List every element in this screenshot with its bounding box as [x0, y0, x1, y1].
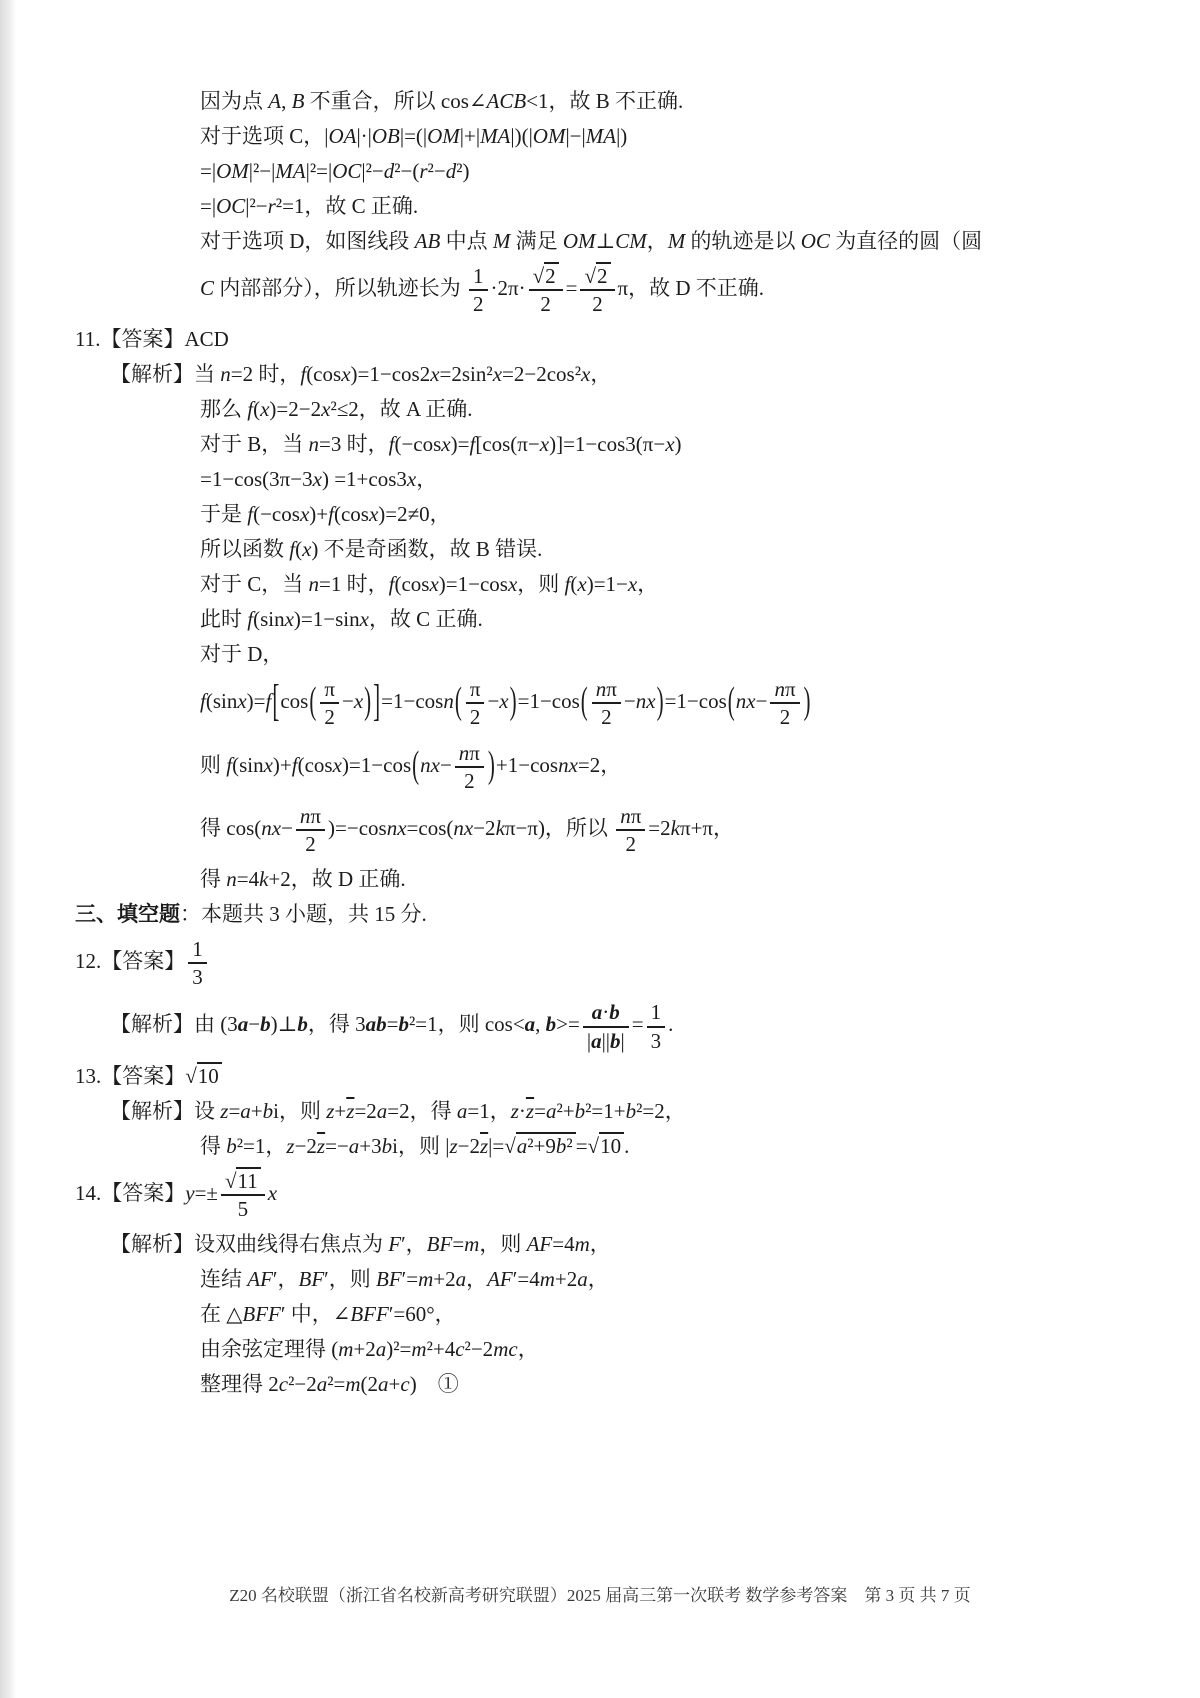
math-bold-italic: b: [545, 1012, 557, 1037]
math-bold-italic: a: [365, 1012, 377, 1037]
math-italic: n: [420, 752, 431, 777]
math-italic: BFF: [350, 1301, 389, 1326]
math-italic: f: [247, 607, 254, 632]
doc-line: 11.【答案】ACD: [75, 327, 229, 352]
math-italic: b: [381, 1133, 393, 1158]
footer-text: Z20 名校联盟（浙江省名校新高考研究联盟）2025 届高三第一次联考 数学参考答案 第 3 页 共 7 页: [229, 1586, 971, 1605]
math-italic: m: [539, 1266, 555, 1291]
radical-sign: √: [532, 264, 545, 288]
math-italic: B: [291, 89, 305, 113]
math-italic: z: [220, 1098, 229, 1123]
math-italic: x: [271, 815, 282, 840]
math-bold-italic: a: [524, 1012, 536, 1037]
fraction-numerator: π: [466, 677, 485, 704]
radical-sign: √: [587, 1133, 600, 1158]
math-bold-italic: b: [297, 1012, 308, 1037]
math-italic: n: [458, 740, 470, 765]
math-italic: x: [430, 752, 440, 777]
math-italic: x: [368, 502, 379, 527]
doc-line: 连结 AF′，BF′，则 BF′=m+2a，AF′=4m+2a，: [200, 1266, 609, 1291]
doc-line: 12.【答案】 $\frac{1}{3}$: [75, 935, 1160, 991]
math-italic: x: [665, 432, 675, 457]
delimited-content: nx− $\frac{n\pi}{2}$: [420, 753, 487, 777]
math-italic: a: [240, 1098, 251, 1123]
math-italic: F: [388, 1231, 402, 1256]
radicand: 2: [544, 262, 559, 288]
math-italic: f: [388, 572, 395, 597]
math-italic: x: [568, 752, 578, 777]
fraction-denominator: 2: [540, 292, 551, 317]
fraction-denominator: 2: [601, 705, 612, 730]
math-italic: m: [418, 1266, 434, 1291]
doc-line: 得 b²=1，$z-2\overline{z}=-a+3bi$，则 $|z-2\overline{z}|=√a^2+9b^2 =√10$ .: [200, 1133, 630, 1158]
doc-line: 对于 C，当 n=1 时，f(cosx)=1−cosx，则 f(x)=1−x，: [200, 572, 659, 597]
radicand: 11: [236, 1167, 260, 1193]
open-delimiter: (: [412, 742, 420, 786]
doc-line: 对于选项 D，如图线段 AB 中点 M 满足 OM⊥CM，M 的轨迹是以 OC 为直径的圆（圆: [200, 229, 983, 253]
fraction-numerator: 1: [188, 937, 207, 964]
math-italic: x: [463, 815, 474, 840]
math-italic: a: [316, 1371, 328, 1396]
fraction-denominator: |a||b|: [586, 1028, 625, 1053]
math-italic: ACB: [486, 89, 527, 113]
math-italic: d: [383, 159, 395, 183]
fraction-denominator: 2: [469, 705, 481, 730]
math-italic: OM: [216, 159, 249, 183]
math-italic: z: [326, 1098, 335, 1123]
math-italic: BF: [376, 1266, 402, 1291]
math-italic: x: [430, 362, 440, 387]
doc-line: 由余弦定理得 (m+2a)²=m²+4c²−2mc，: [200, 1336, 539, 1361]
delimited-content: nx− $\frac{n\pi}{2}$: [736, 689, 803, 713]
math-italic: OA: [328, 124, 357, 148]
fraction-numerator: a·b: [583, 1000, 629, 1027]
math-italic: n: [774, 677, 785, 702]
math-fraction: [580, 264, 614, 316]
delimited-content: $\frac{\pi}{2}$ −x: [463, 689, 509, 713]
fraction-numerator: nπ: [296, 804, 325, 831]
radicand: 10: [197, 1062, 222, 1088]
fraction-numerator: π: [320, 677, 339, 704]
math-italic: x: [492, 362, 503, 387]
math-italic: a: [577, 1266, 588, 1291]
math-italic: f: [469, 432, 476, 457]
doc-line: =|OM|²−|MA|²=|OC|²−d²−(r²−d²): [200, 159, 470, 183]
math-bold-italic: a: [237, 1012, 249, 1037]
math-italic: x: [627, 572, 638, 597]
math-fraction: [469, 264, 488, 316]
math-radical: [185, 1062, 222, 1090]
math-bold-italic: b: [260, 1012, 271, 1037]
doc-line: 于是 f(−cosx)+f(cosx)=2≠0，: [200, 502, 451, 527]
math-conjugate-bar: $\overline{z}$: [316, 1133, 326, 1158]
math-fraction: [770, 677, 799, 729]
math-italic: f: [289, 537, 296, 562]
math-italic: f: [328, 502, 334, 527]
math-italic: n: [386, 815, 398, 840]
scan-edge: [0, 0, 16, 1698]
math-radical: [225, 1169, 261, 1193]
math-bold-italic: a: [591, 1000, 603, 1025]
math-fraction: [188, 937, 207, 989]
math-italic: n: [308, 432, 320, 457]
doc-line: 14.【答案】y=± $\frac{√11}{5}$ x: [75, 1168, 278, 1221]
math-italic: n: [226, 867, 237, 892]
radical-sign: √: [224, 1168, 237, 1193]
math-italic: b: [226, 1133, 237, 1158]
math-italic: OB: [371, 124, 400, 148]
big-parentheses: [454, 677, 518, 730]
close-delimiter: ): [803, 679, 811, 723]
fraction-denominator: 2: [324, 705, 335, 730]
open-delimiter: (: [454, 679, 462, 723]
math-fraction: [583, 1000, 629, 1052]
math-italic: x: [284, 607, 294, 632]
fraction-numerator: 1: [469, 264, 488, 291]
math-conjugate-bar: $\overline{z}$: [525, 1098, 535, 1123]
math-italic: r: [267, 194, 276, 218]
math-italic: OC: [332, 159, 362, 183]
math-italic: b: [262, 1098, 274, 1123]
fraction-denominator: 2: [592, 292, 603, 317]
math-conjugate-bar: $\overline{z}$: [346, 1098, 355, 1123]
open-delimiter: (: [580, 679, 588, 723]
math-italic: M: [492, 229, 511, 253]
math-italic: x: [341, 362, 351, 387]
math-italic: OM: [427, 124, 460, 148]
math-italic: n: [261, 815, 272, 840]
math-italic: c: [400, 1371, 410, 1396]
fraction-numerator: [580, 264, 614, 291]
math-italic: OM: [532, 124, 566, 148]
math-italic: x: [237, 689, 247, 714]
fraction-numerator: nπ: [455, 741, 484, 768]
doc-line: 整理得 2c²−2a²=m(2a+c) ①: [200, 1371, 459, 1396]
math-italic: f: [247, 502, 254, 527]
math-italic: a: [455, 1266, 467, 1291]
math-italic: m: [345, 1371, 361, 1396]
fraction-numerator: [221, 1169, 265, 1196]
math-italic: OC: [216, 194, 246, 218]
math-radical: [533, 264, 559, 288]
math-italic: a: [348, 1133, 360, 1158]
math-italic: f: [247, 397, 254, 422]
math-italic: c: [455, 1336, 465, 1361]
math-italic: x: [312, 467, 322, 492]
math-italic: n: [558, 752, 569, 777]
math-italic: OC: [800, 229, 830, 253]
doc-line: 【解析】由 (3a−b)⊥b，得 3ab=b²=1，则 cos<a, b>= $\frac{a\cdot b}{|a||b|}$ = $\frac{1}{3}$ .: [110, 1000, 674, 1053]
math-italic: m: [411, 1336, 427, 1361]
math-fraction: [592, 677, 621, 729]
math-italic: f: [226, 752, 233, 777]
math-italic: a: [376, 1098, 388, 1123]
math-italic: x: [507, 572, 518, 597]
delimited-content: $\frac{n\pi}{2}$ −nx: [589, 689, 656, 713]
doc-line: 在 △BFF′ 中，∠BFF′=60°，: [200, 1301, 456, 1326]
fraction-denominator: 5: [237, 1196, 249, 1221]
delimited-content: cos( $\frac{\pi}{2}$ −x): [280, 677, 372, 730]
fraction-denominator: 3: [650, 1028, 662, 1053]
big-brackets: [271, 675, 381, 730]
math-italic: AB: [414, 229, 441, 253]
doc-line: =|OC|²−r²=1，故 C 正确.: [200, 194, 419, 218]
math-italic: MA: [480, 124, 511, 148]
math-italic: BFF: [242, 1301, 281, 1326]
doc-line: 此时 f(sinx)=1−sinx，故 C 正确.: [200, 607, 483, 632]
math-italic: x: [353, 689, 364, 714]
math-bold-italic: b: [610, 1028, 621, 1053]
radical-sign: √: [504, 1133, 516, 1158]
math-italic: n: [220, 362, 231, 387]
doc-line: 对于选项 C，|OA|·|OB|=(|OM|+|MA|)(|OM|−|MA|): [200, 124, 628, 148]
radicand: a²+9b²: [516, 1132, 576, 1158]
math-italic: b: [574, 1098, 586, 1123]
math-italic: f: [388, 432, 395, 457]
math-fraction: [296, 804, 325, 856]
doc-line: 对于 B，当 n=3 时，f(−cosx)=f[cos(π−x)]=1−cos3(π−x): [200, 432, 682, 457]
math-italic: MA: [275, 159, 306, 183]
math-italic: n: [453, 815, 464, 840]
answer-content: [75, 80, 1160, 1405]
doc-line: 13.【答案】√10: [75, 1062, 1160, 1090]
math-italic: f: [265, 689, 272, 714]
close-delimiter: ): [656, 679, 664, 723]
math-italic: m: [464, 1231, 480, 1256]
math-italic: OM: [562, 229, 596, 253]
math-italic: AF: [487, 1266, 513, 1291]
math-bold-italic: a: [591, 1028, 602, 1053]
fraction-numerator: [529, 264, 563, 291]
math-italic: y: [185, 1180, 195, 1205]
math-fraction: [647, 1000, 666, 1052]
doc-line: 则 f(sinx)+f(cosx)=1−cos(nx− $\frac{n\pi}{2}$ )+1−cosnx=2，: [200, 740, 622, 793]
math-italic: a: [375, 1336, 387, 1361]
doc-line: 得 n=4k+2，故 D 正确.: [200, 867, 406, 892]
math-fraction: [466, 677, 485, 729]
fraction-denominator: 2: [473, 292, 484, 317]
doc-line: 得 cos(nx− $\frac{n\pi}{2}$ )=−cosnx=cos(nx−2kπ−π)，所以 $\frac{n\pi}{2}$ =2kπ+π，: [200, 803, 735, 856]
doc-line: 【解析】设 z=a+bi，则 $z+\overline{z}=2a=2$，得 a=1，$z\cdot\overline{z}=a^2+b^2=1+b^2=2$，: [110, 1098, 686, 1123]
doc-line: 所以函数 f(x) 不是奇函数，故 B 错误.: [200, 537, 543, 562]
math-italic: d: [445, 159, 457, 183]
math-fraction: [455, 741, 484, 793]
math-italic: k: [259, 867, 269, 892]
math-italic: x: [321, 397, 331, 422]
fraction-denominator: 2: [779, 705, 791, 730]
math-italic: x: [441, 432, 451, 457]
math-italic: z: [510, 1098, 519, 1123]
math-italic: n: [299, 803, 311, 828]
math-italic: n: [595, 677, 607, 702]
math-italic: k: [495, 815, 505, 840]
radicand: 10: [599, 1132, 624, 1158]
fraction-denominator: 2: [464, 768, 475, 793]
math-italic: MA: [585, 124, 617, 148]
math-italic: a: [456, 1098, 468, 1123]
fraction-numerator: 1: [647, 1000, 666, 1027]
math-italic: n: [620, 803, 631, 828]
math-italic: A: [268, 89, 282, 113]
radical-sign: √: [584, 264, 597, 288]
math-italic: BF: [298, 1266, 325, 1291]
math-italic: x: [332, 752, 342, 777]
math-italic: n: [735, 689, 747, 714]
doc-line: 那么 f(x)=2−2x²≤2，故 A 正确.: [200, 397, 473, 422]
bold-text: 三、填空题: [75, 902, 180, 927]
doc-line: C 内部部分），所以轨迹长为 $\frac{1}{2}$ ·2π· $\frac{√2}{2}$ = $\frac{√2}{2}$ π，故 D 不正确.: [200, 264, 765, 317]
close-delimiter: ]: [373, 675, 381, 726]
math-italic: x: [260, 397, 270, 422]
math-italic: x: [267, 1180, 278, 1205]
math-italic: x: [299, 502, 310, 527]
math-italic: f: [200, 689, 206, 714]
close-delimiter: ): [487, 742, 495, 786]
doc-line: f(sinx)=f[cos( $\frac{\pi}{2}$ −x)]=1−cosn( $\frac{\pi}{2}$ −x)=1−cos( $\frac{n\pi}{2}$ −nx)=1−cos(nx− $\frac{n\pi}{2}$ ): [75, 675, 1160, 731]
math-italic: z: [449, 1133, 458, 1158]
math-italic: x: [429, 572, 439, 597]
doc-line: 【解析】设双曲线得右焦点为 F′，BF=m，则 AF=4m，: [110, 1231, 611, 1256]
open-delimiter: (: [727, 679, 735, 723]
math-radical: [504, 1132, 575, 1160]
page-footer: [0, 1581, 1200, 1606]
math-italic: n: [443, 689, 454, 714]
math-italic: f: [291, 752, 298, 777]
math-italic: x: [263, 752, 273, 777]
fraction-numerator: nπ: [616, 804, 645, 831]
math-italic: BF: [426, 1231, 453, 1256]
math-italic: x: [499, 689, 509, 714]
fraction-denominator: 2: [305, 831, 316, 856]
math-italic: m: [574, 1231, 590, 1256]
math-italic: b: [555, 1133, 567, 1158]
math-italic: x: [746, 689, 756, 714]
math-radical: [584, 264, 610, 288]
math-italic: n: [308, 572, 320, 597]
doc-line: 对于 D，: [200, 642, 284, 667]
math-italic: x: [646, 689, 656, 714]
math-italic: z: [286, 1133, 295, 1158]
math-italic: a: [545, 1098, 557, 1123]
math-fraction: [616, 804, 645, 856]
math-italic: AF: [247, 1266, 273, 1291]
doc-line: 因为点 A, B 不重合，所以 cos∠ACB<1，故 B 不正确.: [200, 89, 684, 113]
radicand: 2: [596, 262, 611, 288]
doc-line: =1−cos(3π−3x) =1+cos3x，: [200, 467, 438, 492]
math-italic: f: [564, 572, 571, 597]
open-delimiter: [: [272, 675, 280, 726]
math-italic: x: [577, 572, 587, 597]
answer-lines: [75, 87, 1160, 1398]
math-italic: a: [516, 1133, 528, 1158]
big-parentheses: [727, 677, 812, 730]
math-italic: k: [670, 815, 680, 840]
math-italic: x: [359, 607, 369, 632]
delimited-content: $\frac{\pi}{2}$ −x: [317, 689, 363, 713]
open-delimiter: (: [309, 679, 317, 723]
math-italic: n: [635, 689, 647, 714]
doc-line: 三、填空题：本题共 3 小题，共 15 分.: [75, 902, 427, 927]
math-fraction: [320, 677, 339, 729]
fraction-numerator: nπ: [770, 677, 799, 704]
math-italic: x: [302, 537, 312, 562]
math-bold-italic: b: [609, 1000, 620, 1025]
close-delimiter: ): [364, 679, 372, 723]
math-italic: x: [581, 362, 591, 387]
radical-sign: √: [185, 1063, 197, 1088]
math-bold-italic: b: [398, 1012, 409, 1037]
math-italic: x: [397, 815, 407, 840]
close-delimiter: ): [509, 679, 517, 723]
math-italic: m: [338, 1336, 354, 1361]
math-italic: AF: [526, 1231, 553, 1256]
math-fraction: [529, 264, 563, 316]
big-parentheses: [580, 677, 665, 730]
math-radical: [588, 1132, 625, 1160]
math-italic: CM: [615, 229, 647, 253]
math-bold-italic: b: [376, 1012, 387, 1037]
math-italic: C: [200, 275, 215, 300]
math-italic: x: [539, 432, 550, 457]
math-italic: mc: [493, 1336, 518, 1361]
math-fraction: [221, 1169, 265, 1221]
math-italic: x: [406, 467, 417, 492]
math-conjugate-bar: $\overline{z}$: [479, 1133, 489, 1158]
doc-line: 【解析】当 n=2 时，f(cosx)=1−cos2x=2sin²x=2−2cos²x，: [110, 362, 612, 387]
math-italic: c: [278, 1371, 289, 1396]
math-italic: b: [625, 1098, 637, 1123]
math-italic: r: [419, 159, 428, 183]
math-italic: M: [667, 229, 686, 253]
fraction-denominator: 3: [192, 965, 203, 990]
math-italic: f: [300, 362, 307, 387]
math-italic: a: [378, 1371, 389, 1396]
fraction-numerator: nπ: [592, 677, 621, 704]
fraction-denominator: 2: [625, 831, 636, 856]
